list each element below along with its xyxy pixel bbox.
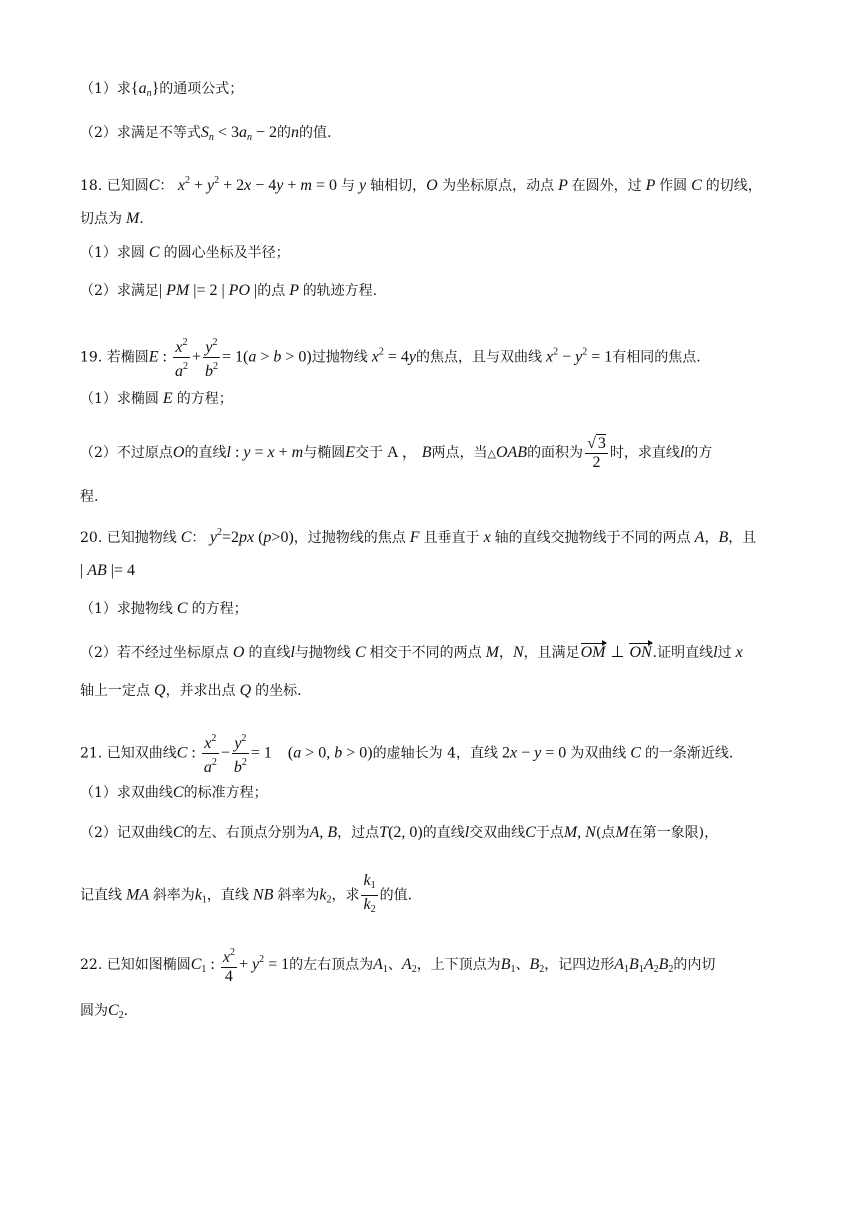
- q18-part1: （1）求圆 C 的圆心坐标及半径；: [80, 244, 290, 261]
- q20-part2: （2）若不经过坐标原点 O 的直线l与抛物线 C 相交于不同的两点 M，N，且满足OM ⊥ ON.证明直线l过 x: [80, 644, 743, 661]
- q18-stem-cont: 切点为 M.: [80, 210, 144, 227]
- q22-stem: 22. 已知如图椭圆$C_1$ : $\frac{x^2}{4}$ + $y^2 = 1$的左右顶点为$A_1$、$A_2$，上下顶点为$B_1$、$B_2$，记四边形$A_1B_1A_2B_2$的内切: [80, 944, 790, 986]
- q19-stem: 19. 若椭圆E : $\frac{x^2}{a^2}$ + $\frac{y^2}{b^2}$ = 1(a > b > 0)过抛物线 $x^2 = 4y$的焦点，且与双曲线 $x^2 - y^2 = 1$有相同的焦点.: [80, 334, 790, 381]
- q20-part2-cont: 轴上一定点 Q，并求出点 Q 的坐标.: [80, 682, 302, 699]
- q20-stem: 20. 已知抛物线 C： $y^2=2px$ (p>0)，过抛物线的焦点 F 且垂直于 x 轴的直线交抛物线于不同的两点 A，B，且: [80, 527, 757, 546]
- q21-part2-cont: 记直线 MA 斜率为$k_1$，直线 NB 斜率为$k_2$，求 $\frac{k_1}{k_2}$ 的值.: [80, 872, 413, 915]
- q19-part2: （2）不过原点O的直线l : y = x + m与椭圆E交于 A ， B两点，当△OAB的面积为 $\frac{√ 3}{2}$ 时，求直线l的方: [80, 435, 713, 471]
- q21-part2: （2）记双曲线C的左、右顶点分别为A, B，过点T(2, 0)的直线l交双曲线C于点M, N(点M在第一象限)，: [80, 824, 719, 841]
- q18-part2: （2）求满足| PM |= 2 | PO |的点 P 的轨迹方程.: [80, 282, 378, 299]
- q17-part1: （1）求$\{a_n\}$的通项公式；: [80, 80, 244, 99]
- q19-part2-cont: 程.: [80, 489, 99, 505]
- q20-part1: （1）求抛物线 C 的方程；: [80, 600, 248, 617]
- q22-stem-cont: 圆为$C_2$.: [80, 1002, 129, 1021]
- q21-part1: （1）求双曲线C的标准方程；: [80, 784, 268, 801]
- q19-part1: （1）求椭圆 E 的方程；: [80, 390, 233, 407]
- q18-stem: 18. 已知圆C： $x^2 + y^2 + 2x - 4y + m = 0$ 与 y 轴相切，O 为坐标原点，动点 P 在圆外，过 P 作圆 C 的切线，: [80, 175, 762, 194]
- q17-part2: （2）求满足不等式$S_n < 3a_n - 2$的n的值.: [80, 124, 332, 143]
- q20-stem-cont: | AB |= 4: [80, 562, 135, 579]
- q21-stem: 21. 已知双曲线C : $\frac{x^2}{a^2}$ − $\frac{y^2}{b^2}$ = 1 (a > 0, b > 0)的虚轴长为 4，直线 2x − y = 0 为双曲线 C 的一条渐近线.: [80, 730, 790, 777]
